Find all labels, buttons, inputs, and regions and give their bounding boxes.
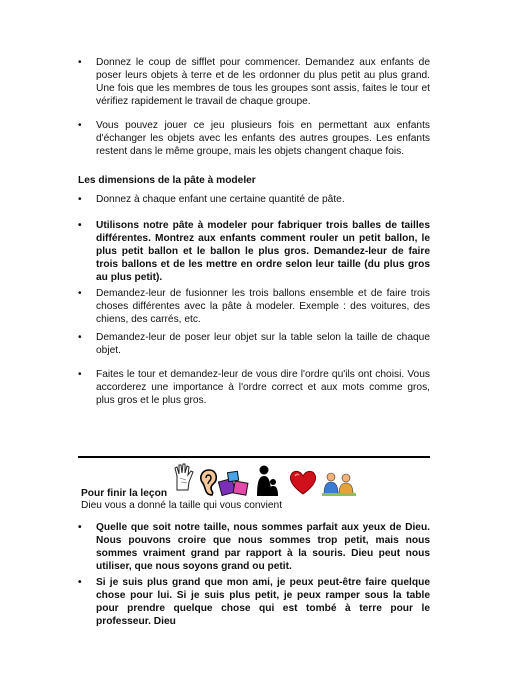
list-item (78, 119, 430, 158)
section-subtitle: Dieu vous a donné la taille qui vous convient (81, 500, 283, 511)
list-item (78, 368, 430, 407)
bullet-text: Quelle que soit notre taille, nous sommes parfait aux yeux de Dieu. Nous pouvons croire que nous sommes trop petit, mais nous sommes vraiment grand par rapport à la souris. Dieu peut nous utiliser, que nous soyons grand ou petit. (96, 522, 430, 573)
bullet-text: Donnez à chaque enfant une certaine quantité de pâte. (96, 194, 345, 205)
bullet-glyph: • (78, 220, 82, 231)
bullet-glyph: • (78, 369, 82, 380)
list-item (78, 219, 430, 284)
bullet-text: Demandez-leur de fusionner les trois ballons ensemble et de faire trois choses différentes avec la pâte à modeler. Exemple : des voitures, des chiens, des carrés, etc. (96, 288, 430, 326)
bullet-text: Demandez-leur de poser leur objet sur la table selon la taille de chaque objet. (96, 332, 430, 357)
children-group-icon (322, 470, 356, 498)
ear-icon (198, 468, 218, 498)
bullet-text: Donnez le coup de sifflet pour commencer. Demandez aux enfants de poser leurs objets à terre et de les ordonner du plus petit au plus grand. Une fois que les membres de tous les groupes sont assis, faites le tour et vérifiez rapidement le travail de chaque groupe. (96, 57, 430, 108)
bullet-text: Utilisons notre pâte à modeler pour fabriquer trois balles de tailles différentes. Montrez aux enfants comment rouler un petit ballon, le plus petit ballon et le ballon le plus gros. Demandez-leur de faire trois ballons et de les mettre en ordre selon leur taille (du plus gros au plus petit). (96, 220, 430, 284)
list-item (78, 521, 430, 573)
bullet-text: Faites le tour et demandez-leur de vous dire l'ordre qu'ils ont choisi. Vous accorderez une importance à l'ordre correct et aux mots comme gros, plus gros et le plus gros. (96, 369, 430, 407)
hand-icon (172, 462, 196, 492)
list-item (78, 56, 430, 108)
section-title: Pour finir la leçon (81, 488, 168, 499)
list-item (78, 576, 430, 628)
mother-child-silhouette-icon (254, 464, 280, 498)
list-item (78, 287, 430, 326)
bullet-glyph: • (78, 332, 82, 343)
list-item (78, 331, 430, 357)
bullet-text: Vous pouvez jouer ce jeu plusieurs fois en permettant aux enfants d'échanger les objets avec les enfants des autres groupes. Les enfants restent dans le même groupe, mais les objets changent chaque fois. (96, 120, 430, 158)
list-item (78, 193, 430, 206)
icon-strip (172, 462, 362, 502)
gift-boxes-icon (218, 470, 252, 498)
bullet-glyph: • (78, 522, 82, 533)
section-divider (78, 456, 430, 458)
bullet-glyph: • (78, 57, 82, 68)
bullet-glyph: • (78, 288, 82, 299)
bullet-glyph: • (78, 120, 82, 131)
section-heading: Les dimensions de la pâte à modeler (78, 175, 256, 186)
bullet-glyph: • (78, 577, 82, 588)
heart-icon (288, 468, 318, 496)
bullet-text: Si je suis plus grand que mon ami, je peux peut-être faire quelque chose pour lui. Si je suis plus petit, je peux ramper sous la table pour prendre quelque chose qui est tombé à terre pour le professeur. Dieu (96, 577, 430, 628)
bullet-glyph: • (78, 194, 82, 205)
